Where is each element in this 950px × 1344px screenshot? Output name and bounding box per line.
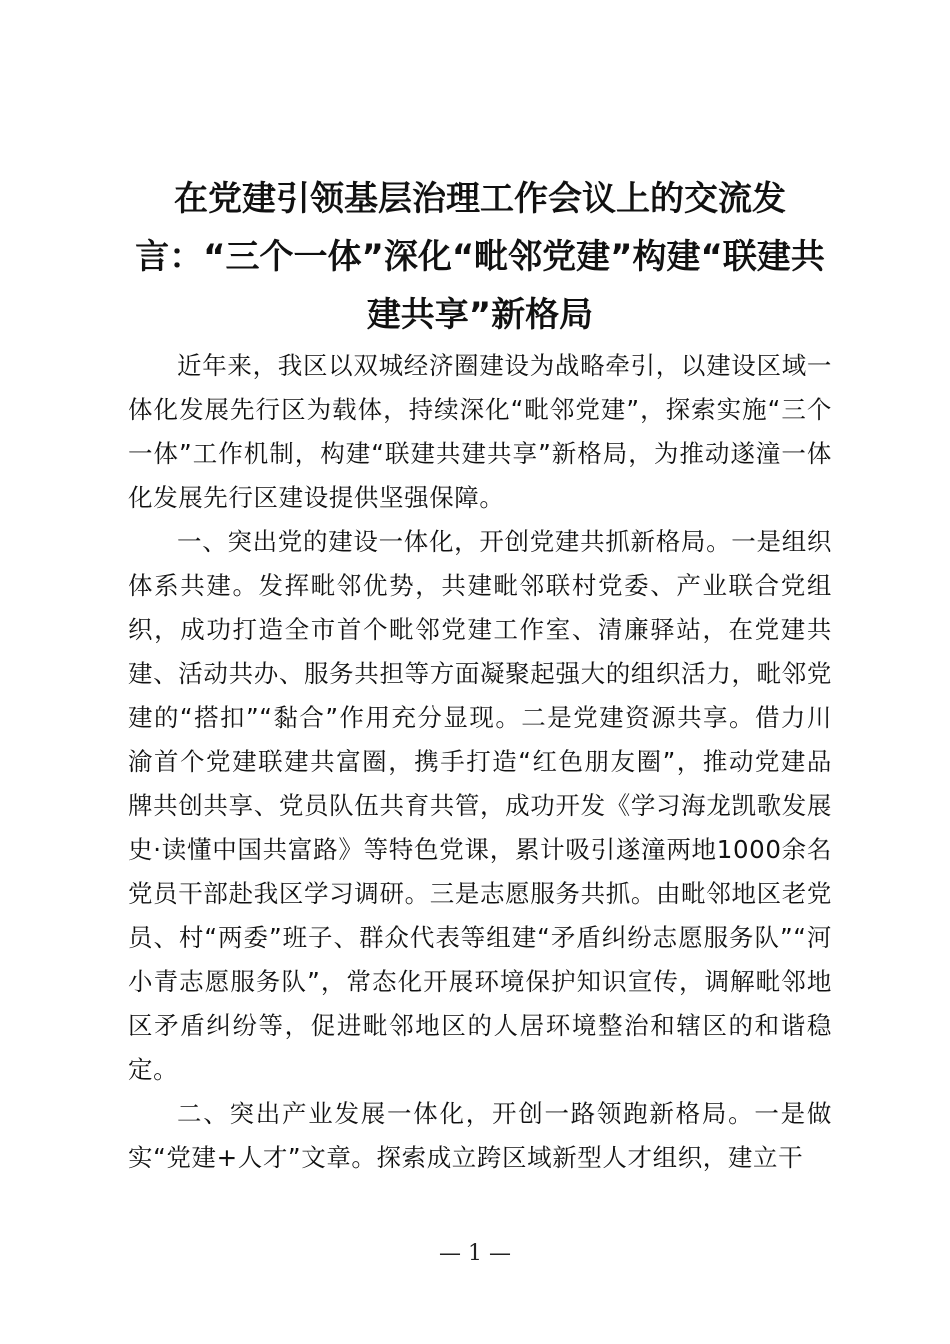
- document-title: 在党建引领基层治理工作会议上的交流发言：“三个一体”深化“毗邻党建”构建“联建共建共享”新格局: [135, 179, 825, 335]
- paragraph-section-2: 二、突出产业发展一体化，开创一路领跑新格局。一是做实“党建+人才”文章。探索成立跨区域新型人才组织，建立干: [128, 1099, 832, 1172]
- document-body: [128, 170, 832, 1180]
- paragraph-section-1: 一、突出党的建设一体化，开创党建共抓新格局。一是组织体系共建。发挥毗邻优势，共建毗邻联村党委、产业联合党组织，成功打造全市首个毗邻党建工作室、清廉驿站，在党建共建、活动共办、服务共担等方面凝聚起强大的组织活力，毗邻党建的“搭扣”“黏合”作用充分显现。二是党建资源共享。借力川渝首个党建联建共富圈，携手打造“红色朋友圈”，推动党建品牌共创共享、党员队伍共育共管，成功开发《学习海龙凯歌发展史·读懂中国共富路》等特色党课，累计吸引遂潼两地1000余名党员干部赴我区学习调研。三是志愿服务共抓。由毗邻地区老党员、村“两委”班子、群众代表等组建“矛盾纠纷志愿服务队”“河小青志愿服务队”，常态化开展环境保护知识宣传，调解毗邻地区矛盾纠纷等，促进毗邻地区的人居环境整治和辖区的和谐稳定。: [128, 527, 832, 1084]
- paragraph-intro: 近年来，我区以双城经济圈建设为战略牵引，以建设区域一体化发展先行区为载体，持续深化“毗邻党建”，探索实施“三个一体”工作机制，构建“联建共建共享”新格局，为推动遂潼一体化发展先行区建设提供坚强保障。: [128, 351, 832, 512]
- page-number: — 1 —: [439, 1241, 511, 1266]
